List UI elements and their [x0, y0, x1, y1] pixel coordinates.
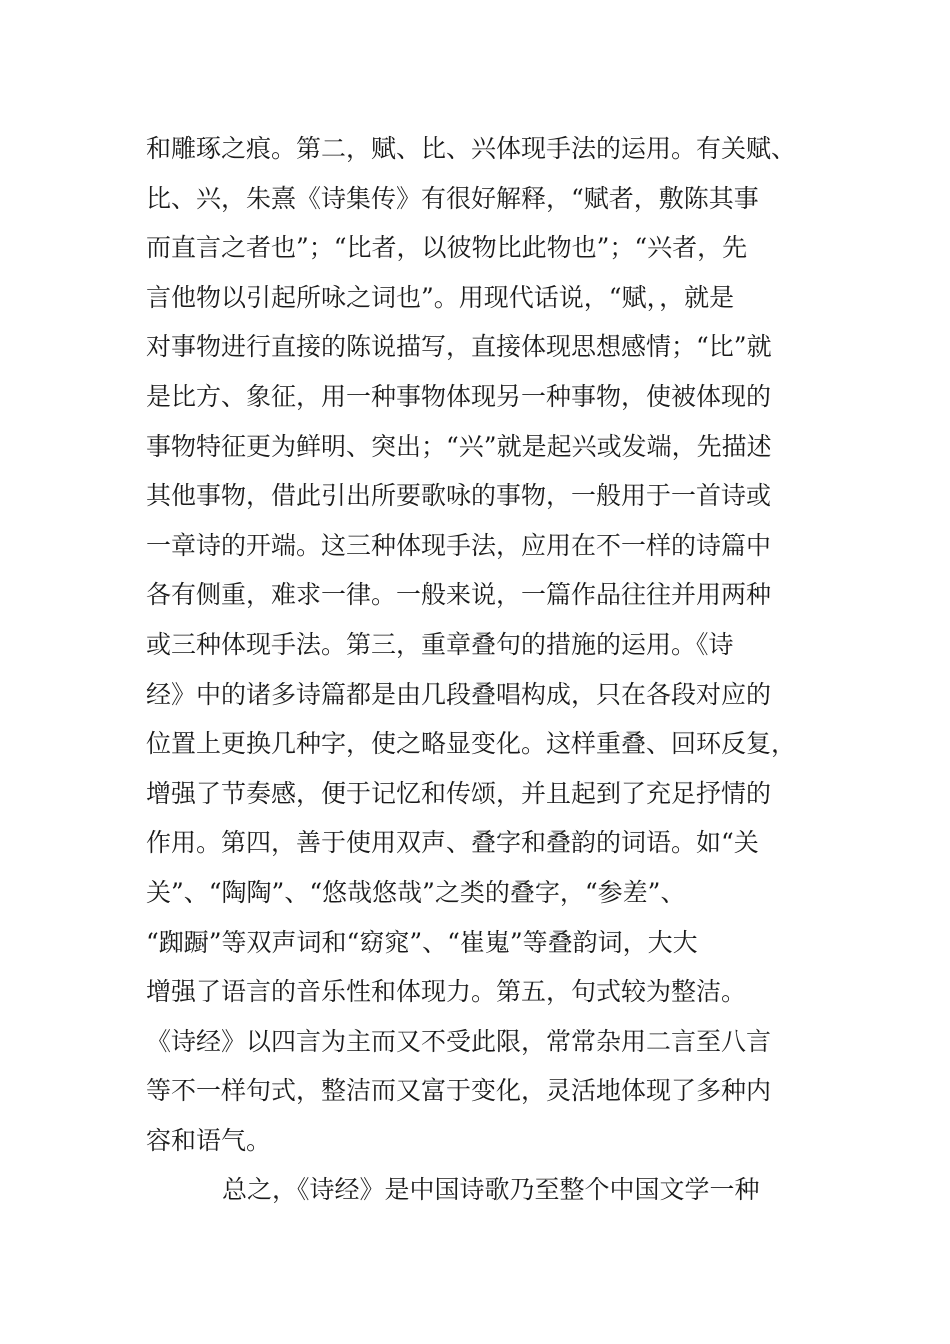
text-line: 经》中的诸多诗篇都是由几段叠唱构成，只在各段对应的 — [146, 679, 772, 709]
text-line: 比、兴，朱熹《诗集传》有很好解释，“赋者，敷陈其事 — [146, 183, 759, 213]
text-line: 增强了节奏感，便于记忆和传颂，并且起到了充足抒情的 — [146, 778, 772, 808]
text-line: “踟蹰”等双声词和“窈窕”、“崔嵬”等叠韵词，大大 — [146, 927, 698, 957]
text-line: 事物特征更为鲜明、突出；“兴”就是起兴或发端，先描述 — [146, 431, 772, 461]
body-text — [146, 124, 806, 1215]
text-line: 关”、“陶陶”、“悠哉悠哉”之类的叠字，“参差”、 — [146, 877, 686, 907]
paragraph-start-line: 总之，《诗经》是中国诗歌乃至整个中国文学一种 — [222, 1175, 760, 1205]
text-line: 和雕琢之痕。第二，赋、比、兴体现手法的运用。有关赋、 — [146, 134, 797, 163]
text-line: 《诗经》以四言为主而又不受此限，常常杂用二言至八言 — [146, 1026, 772, 1056]
text-line: 言他物以引起所咏之词也”。用现代话说，“赋，，就是 — [146, 282, 735, 312]
text-line: 作用。第四，善于使用双声、叠字和叠韵的词语。如“关 — [146, 828, 759, 858]
text-line: 其他事物，借此引出所要歌咏的事物，一般用于一首诗或 — [146, 481, 772, 511]
text-line: 或三种体现手法。第三，重章叠句的措施的运用。《诗 — [146, 629, 734, 659]
text-line: 是比方、象征，用一种事物体现另一种事物，使被体现的 — [146, 381, 772, 411]
text-line: 一章诗的开端。这三种体现手法，应用在不一样的诗篇中 — [146, 530, 772, 560]
text-line: 容和语气。 — [146, 1125, 272, 1155]
text-line: 位置上更换几种字，使之略显变化。这样重叠、回环反复， — [146, 729, 797, 759]
text-line: 对事物进行直接的陈说描写，直接体现思想感情；“比”就 — [146, 332, 772, 362]
text-line: 而直言之者也”；“比者，以彼物比此物也”；“兴者，先 — [146, 233, 748, 263]
text-line: 各有侧重，难求一律。一般来说，一篇作品往往并用两种 — [146, 580, 772, 610]
text-line: 等不一样句式，整洁而又富于变化，灵活地体现了多种内 — [146, 1076, 772, 1106]
text-line: 增强了语言的音乐性和体现力。第五，句式较为整洁。 — [146, 977, 747, 1007]
